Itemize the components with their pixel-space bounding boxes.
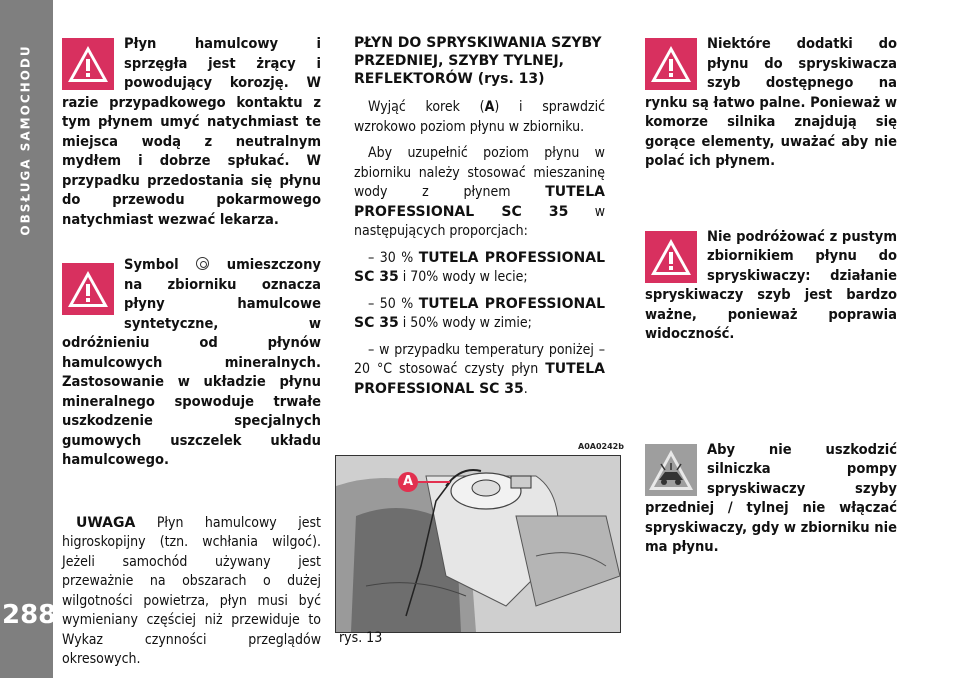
heading-text: PŁYN DO SPRYSKIWANIA SZYBY PRZEDNIEJ, SZYBY TYLNEJ, REFLEKTORÓW xyxy=(354,35,602,87)
symbol-warning xyxy=(62,255,321,470)
p1-text-a: Wyjąć korek ( xyxy=(368,99,485,115)
callout-label: A xyxy=(402,474,414,489)
l3-product: TUTELA PROFESSIONAL SC 35 xyxy=(354,361,605,397)
warning-text-1: Płyn hamulcowy i sprzęgła jest żrący i powodujący korozję. W razie przypadkowego kontaktu z tym płynem umyć natychmiast te miejsca wodą z neutralnym mydłem i dobrze spłukać. W przypadku przedostania się płynu do przewodu pokarmowego natychmiast wezwać lekarza. xyxy=(62,35,321,228)
engine-bay-illustration xyxy=(336,456,620,632)
brake-fluid-warning xyxy=(62,34,321,229)
note-label: UWAGA xyxy=(76,514,136,531)
section-title: OBSŁUGA SAMOCHODU xyxy=(19,44,33,236)
l3-end: . xyxy=(523,380,528,397)
p1-ref-a: A xyxy=(484,99,495,115)
section-heading xyxy=(354,34,605,88)
warning-text-4: Nie podróżować z pustym zbiornikiem płynu do spryskiwaczy: działanie spryskiwaczy szyb jest bardzo ważne, ponieważ poprawia widoczność. xyxy=(645,227,897,342)
list-item-2 xyxy=(354,295,605,334)
column-left xyxy=(62,34,321,677)
l2-product: TUTELA PROFESSIONAL SC 35 xyxy=(354,295,605,331)
paragraph-2 xyxy=(354,144,605,242)
callout-line xyxy=(418,481,450,483)
callout-marker xyxy=(398,472,418,492)
flammable-warning xyxy=(645,34,897,171)
warning-text-5: Aby nie uszkodzić silniczka pompy spryskiwaczy szyby przedniej / tylnej nie włączać spryskiwaczy, gdy w zbiorniku nie ma płynu. xyxy=(645,440,897,555)
heading-ref: (rys. 13) xyxy=(477,71,545,87)
p2-text-c: w następujących proporcjach: xyxy=(354,203,606,239)
list-item-3 xyxy=(354,341,605,400)
pump-warning xyxy=(645,440,897,557)
l2-percent: – 50 % xyxy=(368,295,414,312)
note-text: Płyn hamulcowy jest higroskopijny (tzn. wchłania wilgoć). Jeżeli samochód używany jest przeważnie na obszarach o dużej wilgotności powietrza, płyn musi być wymieniany częściej niż przewiduje to Wykaz czynności przeglądów okresowych. xyxy=(62,514,321,667)
p2-product: TUTELA PROFESSIONAL SC 35 xyxy=(354,184,605,220)
p1-text-c: ) i sprawdzić wzrokowo poziom płynu w zbiorniku. xyxy=(354,99,605,135)
paragraph-1 xyxy=(354,98,605,137)
warning-triangle-icon xyxy=(645,231,697,283)
warning-triangle-icon xyxy=(62,263,114,315)
column-right xyxy=(645,34,897,557)
column-middle xyxy=(354,34,605,406)
page-number: 288 xyxy=(2,600,57,630)
sidebar xyxy=(0,0,57,678)
symbol-prefix: Symbol xyxy=(124,256,179,273)
brake-fluid-symbol-icon xyxy=(196,257,209,270)
section-title-wrapper xyxy=(4,30,48,250)
l1-percent: – 30 % xyxy=(368,249,414,266)
l3-text: – w przypadku temperatury poniżej –20 °C stosować czysty płyn xyxy=(354,341,605,377)
empty-tank-warning xyxy=(645,227,897,344)
engine-bay-figure xyxy=(335,455,621,633)
list-item-1 xyxy=(354,249,605,288)
warning-triangle-icon xyxy=(645,38,697,90)
figure-caption: rys. 13 xyxy=(339,630,383,646)
p2-text-a: Aby uzupełnić poziom płynu w zbiorniku należy stosować mieszaninę wody z płynem xyxy=(354,145,605,200)
l2-text: i 50% wody w zimie; xyxy=(402,315,532,331)
symbol-suffix: umieszczony na zbiorniku oznacza płyny hamulcowe syntetyczne, w odróżnieniu od płynów hamulcowych mineralnych. Zastosowanie w układzie płynu mineralnego spowoduje trwałe uszkodzenie specjalnych gumowych uszczelek układu hamulcowego. xyxy=(62,256,321,468)
l1-product: TUTELA PROFESSIONAL SC 35 xyxy=(354,249,605,285)
warning-triangle-icon xyxy=(62,38,114,90)
figure-code: A0A0242b xyxy=(578,442,624,451)
l1-text: i 70% wody w lecie; xyxy=(402,269,528,285)
warning-text-3: Niektóre dodatki do płynu do spryskiwacza szyb dostępnego na rynku są łatwo palne. Ponieważ w komorze silnika znajdują się gorące elementy, uważać aby nie polać ich płynem. xyxy=(645,35,897,169)
note-paragraph xyxy=(62,514,321,670)
washer-pump-icon xyxy=(645,444,697,496)
